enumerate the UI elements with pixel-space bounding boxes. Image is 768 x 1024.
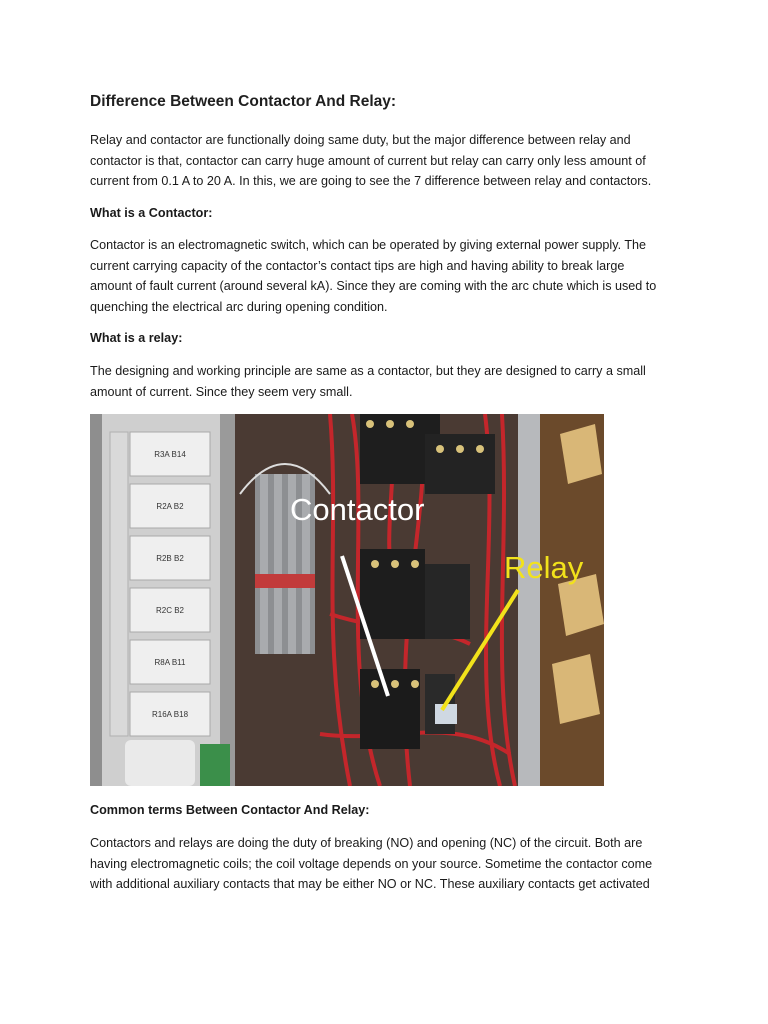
common-terms-heading: Common terms Between Contactor And Relay: [90, 803, 370, 817]
breaker-label: R2C B2 [155, 606, 185, 615]
contactor-heading: What is a Contactor: [90, 206, 213, 220]
breaker-label: R16A B18 [151, 710, 189, 719]
contactor-line: quenching the electrical arc during opening condition. [90, 299, 388, 314]
intro-line: Relay and contactor are functionally doing same duty, but the major difference between relay and [90, 133, 631, 147]
contactor-line: amount of fault current (around several kA). Since they are coming with the arc chute which is used to [90, 279, 657, 293]
page-title: Difference Between Contactor And Relay: [90, 93, 397, 110]
intro-line: current from 0.1 A to 20 A. In this, we are going to see the 7 difference between relay and contactors. [90, 174, 652, 188]
common-terms-paragraph [90, 833, 680, 895]
relay-paragraph [90, 361, 680, 402]
breaker-label: R8A B11 [154, 658, 186, 667]
intro-line: contactor is that, contactor can carry huge amount of current but relay can carry only less amount of [90, 153, 646, 168]
contactor-line: Contactor is an electromagnetic switch, which can be operated by giving external power supply. The [90, 238, 647, 252]
common-line: having electromagnetic coils; the coil voltage depends on your source. Sometime the contactor come [90, 856, 653, 871]
intro-paragraph [90, 130, 680, 192]
common-line: Contactors and relays are doing the duty of breaking (NO) and opening (NC) of the circuit. Both are [90, 836, 643, 850]
panel-photo [90, 414, 604, 786]
relay-label: Relay [504, 550, 584, 585]
contactor-line: current carrying capacity of the contactor’s contact tips are high and having ability to break large [90, 258, 625, 273]
relay-line: amount of current. Since they seem very small. [90, 384, 353, 399]
panel-photo-illustration [90, 414, 604, 786]
breaker-label: R3A B14 [154, 450, 186, 459]
relay-heading: What is a relay: [90, 331, 183, 345]
contactor-label: Contactor [290, 492, 425, 527]
relay-line: The designing and working principle are same as a contactor, but they are designed to carry a small [90, 364, 646, 378]
breaker-label: R2A B2 [156, 502, 184, 511]
contactor-paragraph [90, 235, 680, 317]
breaker-label: R2B B2 [156, 554, 184, 563]
common-line: with additional auxiliary contacts that may be either NO or NC. These auxiliary contacts get activated [90, 877, 650, 891]
